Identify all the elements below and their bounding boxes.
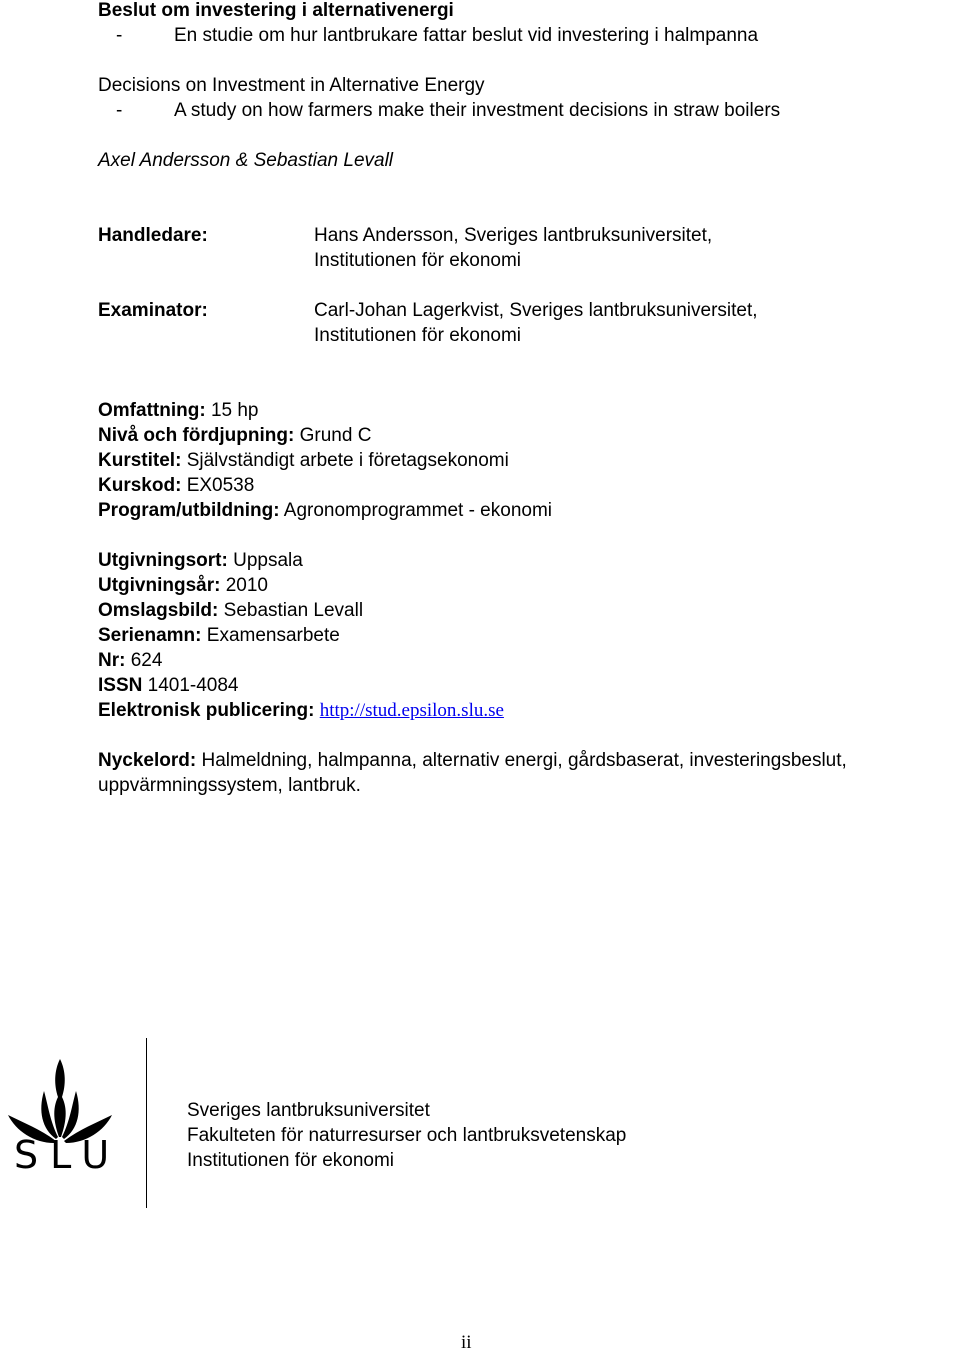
examiner-line1: Carl-Johan Lagerkvist, Sveriges lantbruksuniversitet, [314,300,758,321]
slu-logo-text: SLU [14,1133,122,1177]
course-level-label: Nivå och fördjupning: [98,425,295,446]
course-code [98,473,254,498]
publication-place-label: Utgivningsort: [98,550,228,571]
title-swedish: Beslut om investering i alternativenergi [98,0,454,21]
course-level-value: Grund C [299,425,372,446]
series-number [98,648,162,673]
page-number: ii [461,1332,472,1353]
publication-year-value: 2010 [225,575,269,596]
publication-year [98,573,268,598]
subtitle-english-dash: - [116,100,123,121]
keywords-line1 [98,748,847,773]
supervisor-line2: Institutionen för ekonomi [314,250,522,271]
electronic-publication-link[interactable]: http://stud.epsilon.slu.se [319,700,504,721]
footer-university: Sveriges lantbruksuniversitet [187,1100,430,1121]
cover-image-credit [98,598,363,623]
subtitle-swedish-dash: - [116,25,123,46]
keywords-label: Nyckelord: [98,750,197,771]
course-level [98,423,371,448]
course-scope [98,398,258,423]
issn [98,673,239,698]
publication-year-label: Utgivningsår: [98,575,221,596]
electronic-publication [98,698,504,723]
examiner-line2: Institutionen för ekonomi [314,325,522,346]
course-title [98,448,509,473]
course-scope-value: 15 hp [210,400,259,421]
series-name-label: Serienamn: [98,625,202,646]
issn-label: ISSN [98,675,143,696]
issn-value: 1401-4084 [147,675,239,696]
course-program [98,498,552,523]
supervisor-line1: Hans Andersson, Sveriges lantbruksuniversitet, [314,225,713,246]
supervisor-label: Handledare: [98,225,208,246]
series-number-label: Nr: [98,650,126,671]
subtitle-swedish: En studie om hur lantbrukare fattar beslut vid investering i halmpanna [174,25,759,46]
publication-place [98,548,303,573]
authors: Axel Andersson & Sebastian Levall [98,150,394,171]
footer-department: Institutionen för ekonomi [187,1150,395,1171]
keywords-text-line2: uppvärmningssystem, lantbruk. [98,775,361,796]
series-number-value: 624 [130,650,163,671]
course-title-value: Självständigt arbete i företagsekonomi [186,450,509,471]
cover-image-label: Omslagsbild: [98,600,219,621]
course-code-value: EX0538 [186,475,255,496]
course-scope-label: Omfattning: [98,400,206,421]
title-english: Decisions on Investment in Alternative Energy [98,75,485,96]
course-program-value: Agronomprogrammet - ekonomi [283,500,552,521]
subtitle-english-line [116,98,780,123]
examiner-label: Examinator: [98,300,208,321]
keywords-text-line1: Halmeldning, halmpanna, alternativ energi, gårdsbaserat, investeringsbeslut, [201,750,847,771]
series-name-value: Examensarbete [206,625,340,646]
course-code-label: Kurskod: [98,475,182,496]
electronic-publication-label: Elektronisk publicering: [98,700,315,721]
publication-place-value: Uppsala [233,550,303,571]
course-program-label: Program/utbildning: [98,500,280,521]
subtitle-english: A study on how farmers make their investment decisions in straw boilers [174,100,781,121]
series-name [98,623,340,648]
course-title-label: Kurstitel: [98,450,182,471]
subtitle-swedish-line [116,23,758,48]
footer-faculty: Fakulteten för naturresurser och lantbruksvetenskap [187,1125,627,1146]
footer-divider [146,1038,147,1208]
cover-image-value: Sebastian Levall [223,600,364,621]
